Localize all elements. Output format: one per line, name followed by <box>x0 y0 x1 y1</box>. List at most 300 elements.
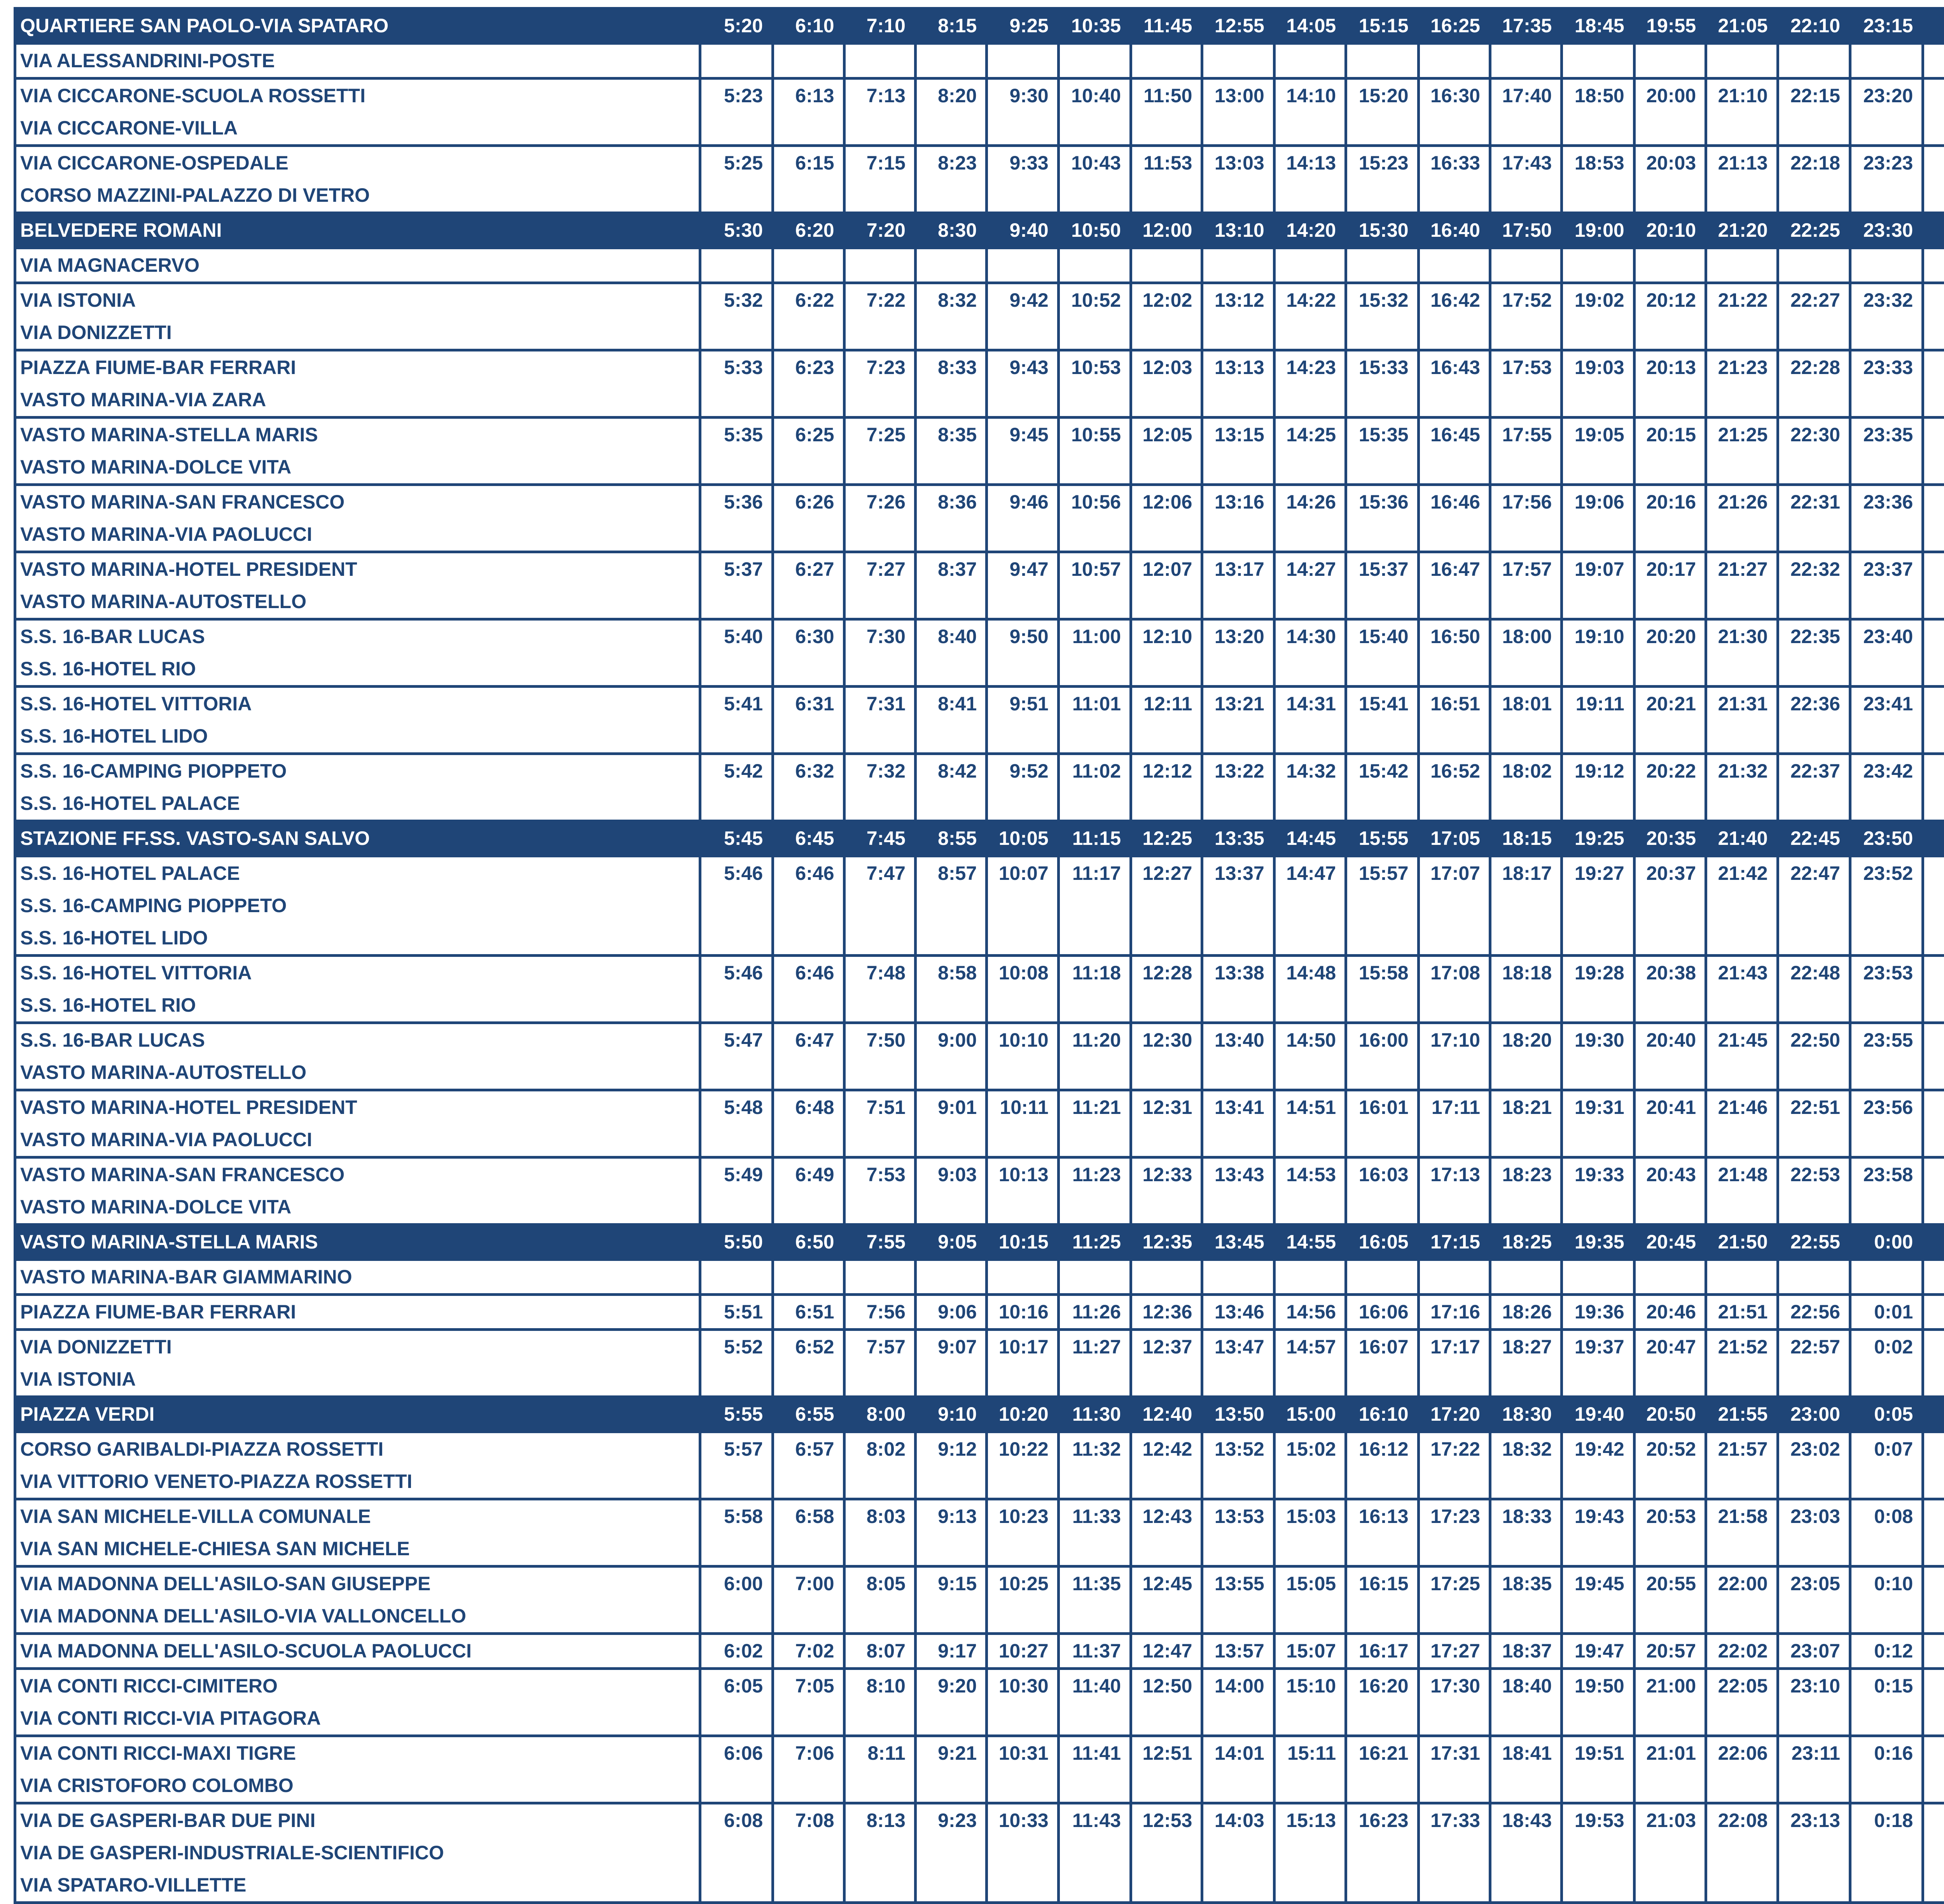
departure-time: 22:53 <box>1778 1157 1850 1225</box>
departure-time: 16:33 <box>1418 146 1490 213</box>
departure-time: 15:02 <box>1274 1432 1346 1499</box>
departure-time: 6:47 <box>773 1023 844 1090</box>
departure-time: 9:52 <box>987 754 1058 821</box>
departure-time: 18:17 <box>1490 856 1561 956</box>
stop-row <box>15 283 1944 350</box>
stop-row <box>15 1157 1944 1225</box>
departure-time: 11:32 <box>1058 1432 1131 1499</box>
departure-time <box>1923 1023 1944 1090</box>
departure-time: 6:15 <box>773 146 844 213</box>
departure-time: 21:58 <box>1706 1499 1778 1567</box>
stop-row <box>15 687 1944 754</box>
departure-time: 13:46 <box>1202 1295 1274 1330</box>
departure-time: 11:21 <box>1058 1090 1131 1157</box>
stop-names-cell <box>15 821 700 856</box>
departure-time: 13:37 <box>1202 856 1274 956</box>
departure-time: 21:25 <box>1706 418 1778 485</box>
stop-row <box>15 956 1944 1023</box>
departure-time: 16:17 <box>1346 1634 1418 1669</box>
departure-time: 16:42 <box>1418 283 1490 350</box>
departure-time: 11:33 <box>1058 1499 1131 1567</box>
departure-time: 23:41 <box>1850 687 1923 754</box>
departure-time: 21:03 <box>1634 1803 1706 1903</box>
departure-time: 21:50 <box>1706 1225 1778 1260</box>
departure-time: 9:30 <box>987 79 1058 146</box>
departure-time: 20:35 <box>1634 821 1706 856</box>
departure-time: 19:02 <box>1562 283 1634 350</box>
departure-time: 5:32 <box>700 283 773 350</box>
departure-time: 5:35 <box>700 418 773 485</box>
departure-time: 16:47 <box>1418 552 1490 619</box>
stop-row <box>15 1260 1944 1295</box>
departure-time: 6:20 <box>773 213 844 248</box>
departure-time <box>1923 1157 1944 1225</box>
departure-time: 7:13 <box>844 79 915 146</box>
departure-time <box>1923 146 1944 213</box>
departure-time <box>1923 79 1944 146</box>
departure-time: 11:45 <box>1131 9 1202 44</box>
departure-time: 8:05 <box>844 1567 915 1634</box>
stop-row <box>15 146 1944 213</box>
departure-time: 13:43 <box>1202 1157 1274 1225</box>
departure-time: 22:10 <box>1778 9 1850 44</box>
departure-time: 17:05 <box>1418 821 1490 856</box>
departure-time <box>1562 248 1634 283</box>
departure-time <box>1634 248 1706 283</box>
departure-time: 9:05 <box>915 1225 986 1260</box>
departure-time: 18:43 <box>1490 1803 1561 1903</box>
departure-time <box>1274 1260 1346 1295</box>
departure-time: 13:41 <box>1202 1090 1274 1157</box>
stop-name: VIA VITTORIO VENETO-PIAZZA ROSSETTI <box>20 1465 694 1498</box>
stop-row <box>15 1634 1944 1669</box>
departure-time: 21:32 <box>1706 754 1778 821</box>
departure-time: 14:13 <box>1274 146 1346 213</box>
departure-time: 14:32 <box>1274 754 1346 821</box>
departure-time: 12:53 <box>1131 1803 1202 1903</box>
departure-time: 10:17 <box>987 1330 1058 1397</box>
departure-time: 21:46 <box>1706 1090 1778 1157</box>
departure-time: 9:01 <box>915 1090 986 1157</box>
departure-time: 17:52 <box>1490 283 1561 350</box>
departure-time: 15:07 <box>1274 1634 1346 1669</box>
departure-time: 9:17 <box>915 1634 986 1669</box>
stop-names-cell <box>15 1669 700 1736</box>
departure-time: 10:40 <box>1058 79 1131 146</box>
departure-time: 20:46 <box>1634 1295 1706 1330</box>
departure-time: 0:15 <box>1850 1669 1923 1736</box>
departure-time: 6:00 <box>700 1567 773 1634</box>
departure-time: 23:20 <box>1850 79 1923 146</box>
departure-time <box>773 44 844 79</box>
departure-time <box>1923 1736 1944 1803</box>
departure-time <box>1202 1260 1274 1295</box>
departure-time: 10:16 <box>987 1295 1058 1330</box>
stop-names-cell <box>15 1499 700 1567</box>
departure-time: 7:32 <box>844 754 915 821</box>
departure-time: 6:45 <box>773 821 844 856</box>
stop-names-cell <box>15 619 700 687</box>
departure-time: 0:07 <box>1850 1432 1923 1499</box>
stop-name: VASTO MARINA-AUTOSTELLO <box>20 586 694 618</box>
departure-time: 18:33 <box>1490 1499 1561 1567</box>
departure-time: 15:33 <box>1346 350 1418 418</box>
stop-row <box>15 1736 1944 1803</box>
departure-time: 5:36 <box>700 485 773 552</box>
departure-time: 22:57 <box>1778 1330 1850 1397</box>
stop-name: VASTO MARINA-VIA ZARA <box>20 384 694 416</box>
departure-time: 11:15 <box>1058 821 1131 856</box>
stop-row <box>15 1432 1944 1499</box>
departure-time: 19:05 <box>1562 418 1634 485</box>
departure-time: 11:37 <box>1058 1634 1131 1669</box>
departure-time: 15:05 <box>1274 1567 1346 1634</box>
stop-name: VIA CONTI RICCI-MAXI TIGRE <box>20 1737 694 1769</box>
departure-time: 23:33 <box>1850 350 1923 418</box>
departure-time: 10:31 <box>987 1736 1058 1803</box>
departure-time: 21:23 <box>1706 350 1778 418</box>
departure-time: 19:36 <box>1562 1295 1634 1330</box>
departure-time: 16:23 <box>1346 1803 1418 1903</box>
departure-time: 17:07 <box>1418 856 1490 956</box>
departure-time: 6:46 <box>773 956 844 1023</box>
departure-time: 8:13 <box>844 1803 915 1903</box>
departure-time: 13:13 <box>1202 350 1274 418</box>
departure-time: 23:13 <box>1778 1803 1850 1903</box>
departure-time: 9:15 <box>915 1567 986 1634</box>
departure-time <box>1346 44 1418 79</box>
departure-time <box>1923 821 1944 856</box>
departure-time: 13:21 <box>1202 687 1274 754</box>
stop-name: VIA SAN MICHELE-CHIESA SAN MICHELE <box>20 1533 694 1565</box>
main-stop-row <box>15 821 1944 856</box>
departure-time: 13:57 <box>1202 1634 1274 1669</box>
departure-time: 22:25 <box>1778 213 1850 248</box>
departure-time: 10:43 <box>1058 146 1131 213</box>
departure-time: 10:57 <box>1058 552 1131 619</box>
departure-time: 5:46 <box>700 956 773 1023</box>
departure-time <box>1850 1260 1923 1295</box>
stop-name: VIA CRISTOFORO COLOMBO <box>20 1769 694 1802</box>
departure-time <box>1562 44 1634 79</box>
departure-time: 21:42 <box>1706 856 1778 956</box>
departure-time: 12:40 <box>1131 1397 1202 1432</box>
departure-time: 8:40 <box>915 619 986 687</box>
departure-time: 14:30 <box>1274 619 1346 687</box>
departure-time: 14:50 <box>1274 1023 1346 1090</box>
departure-time: 15:15 <box>1346 9 1418 44</box>
departure-time <box>844 44 915 79</box>
departure-time: 6:25 <box>773 418 844 485</box>
departure-time: 19:47 <box>1562 1634 1634 1669</box>
departure-time: 6:32 <box>773 754 844 821</box>
departure-time: 8:55 <box>915 821 986 856</box>
departure-time <box>1418 1260 1490 1295</box>
departure-time: 23:50 <box>1850 821 1923 856</box>
departure-time: 11:02 <box>1058 754 1131 821</box>
departure-time: 14:01 <box>1202 1736 1274 1803</box>
stop-name: S.S. 16-HOTEL PALACE <box>20 787 694 820</box>
departure-time: 23:15 <box>1850 9 1923 44</box>
stop-name: S.S. 16-HOTEL LIDO <box>20 720 694 752</box>
departure-time: 0:12 <box>1850 1634 1923 1669</box>
stop-names-cell <box>15 1803 700 1903</box>
departure-time: 20:37 <box>1634 856 1706 956</box>
departure-time: 19:27 <box>1562 856 1634 956</box>
departure-time: 13:38 <box>1202 956 1274 1023</box>
departure-time: 13:35 <box>1202 821 1274 856</box>
departure-time: 23:40 <box>1850 619 1923 687</box>
departure-time: 17:43 <box>1490 146 1561 213</box>
stop-row <box>15 418 1944 485</box>
departure-time: 18:37 <box>1490 1634 1561 1669</box>
departure-time: 20:16 <box>1634 485 1706 552</box>
departure-time: 17:23 <box>1418 1499 1490 1567</box>
departure-time: 22:56 <box>1778 1295 1850 1330</box>
departure-time: 16:21 <box>1346 1736 1418 1803</box>
departure-time: 9:33 <box>987 146 1058 213</box>
stop-name: VIA SPATARO-VILLETTE <box>20 1869 694 1901</box>
stop-names-cell <box>15 1157 700 1225</box>
departure-time: 10:27 <box>987 1634 1058 1669</box>
departure-time <box>1923 1634 1944 1669</box>
departure-time: 19:10 <box>1562 619 1634 687</box>
stop-name: S.S. 16-HOTEL PALACE <box>20 857 694 890</box>
departure-time: 9:40 <box>987 213 1058 248</box>
departure-time: 5:52 <box>700 1330 773 1397</box>
departure-time: 6:30 <box>773 619 844 687</box>
departure-time <box>1923 856 1944 956</box>
stop-names-cell <box>15 754 700 821</box>
departure-time: 15:11 <box>1274 1736 1346 1803</box>
departure-time: 7:57 <box>844 1330 915 1397</box>
departure-time: 5:33 <box>700 350 773 418</box>
departure-time: 10:55 <box>1058 418 1131 485</box>
departure-time <box>1923 1330 1944 1397</box>
departure-time: 15:40 <box>1346 619 1418 687</box>
departure-time: 13:00 <box>1202 79 1274 146</box>
departure-time: 8:00 <box>844 1397 915 1432</box>
departure-time: 20:15 <box>1634 418 1706 485</box>
stop-names-cell <box>15 1736 700 1803</box>
departure-time: 9:12 <box>915 1432 986 1499</box>
departure-time: 12:35 <box>1131 1225 1202 1260</box>
stop-name: VIA CICCARONE-SCUOLA ROSSETTI <box>20 80 694 112</box>
stop-row <box>15 754 1944 821</box>
departure-time: 18:32 <box>1490 1432 1561 1499</box>
departure-time <box>1490 1260 1561 1295</box>
departure-time: 22:02 <box>1706 1634 1778 1669</box>
departure-time: 22:18 <box>1778 146 1850 213</box>
departure-time: 15:42 <box>1346 754 1418 821</box>
departure-time: 22:47 <box>1778 856 1850 956</box>
departure-time: 14:27 <box>1274 552 1346 619</box>
stop-row <box>15 856 1944 956</box>
departure-time: 5:57 <box>700 1432 773 1499</box>
departure-time: 7:15 <box>844 146 915 213</box>
departure-time: 20:10 <box>1634 213 1706 248</box>
stop-name: CORSO MAZZINI-PALAZZO DI VETRO <box>20 179 694 212</box>
departure-time: 19:33 <box>1562 1157 1634 1225</box>
departure-time: 6:52 <box>773 1330 844 1397</box>
departure-time: 6:46 <box>773 856 844 956</box>
departure-time: 19:11 <box>1562 687 1634 754</box>
departure-time: 17:50 <box>1490 213 1561 248</box>
departure-time: 23:05 <box>1778 1567 1850 1634</box>
departure-time: 9:46 <box>987 485 1058 552</box>
stop-name: QUARTIERE SAN PAOLO-VIA SPATARO <box>20 10 694 42</box>
departure-time: 9:23 <box>915 1803 986 1903</box>
departure-time: 23:32 <box>1850 283 1923 350</box>
departure-time: 12:25 <box>1131 821 1202 856</box>
departure-time: 11:17 <box>1058 856 1131 956</box>
departure-time: 13:17 <box>1202 552 1274 619</box>
departure-time: 12:33 <box>1131 1157 1202 1225</box>
departure-time: 10:08 <box>987 956 1058 1023</box>
departure-time <box>1923 1090 1944 1157</box>
departure-time: 21:27 <box>1706 552 1778 619</box>
departure-time: 5:47 <box>700 1023 773 1090</box>
departure-time <box>1923 44 1944 79</box>
departure-time: 22:28 <box>1778 350 1850 418</box>
departure-time: 17:27 <box>1418 1634 1490 1669</box>
departure-time: 19:03 <box>1562 350 1634 418</box>
departure-time <box>1346 1260 1418 1295</box>
departure-time: 15:00 <box>1274 1397 1346 1432</box>
departure-time: 11:23 <box>1058 1157 1131 1225</box>
stop-name: VIA MAGNACERVO <box>20 249 694 281</box>
departure-time: 21:51 <box>1706 1295 1778 1330</box>
departure-time: 14:45 <box>1274 821 1346 856</box>
departure-time <box>1706 248 1778 283</box>
departure-time: 10:13 <box>987 1157 1058 1225</box>
departure-time: 15:03 <box>1274 1499 1346 1567</box>
departure-time: 20:12 <box>1634 283 1706 350</box>
departure-time <box>773 1260 844 1295</box>
departure-time: 20:53 <box>1634 1499 1706 1567</box>
stop-row <box>15 248 1944 283</box>
stop-names-cell <box>15 956 700 1023</box>
departure-time: 7:20 <box>844 213 915 248</box>
departure-time: 7:26 <box>844 485 915 552</box>
departure-time: 9:25 <box>987 9 1058 44</box>
departure-time: 8:58 <box>915 956 986 1023</box>
departure-time: 8:30 <box>915 213 986 248</box>
departure-time: 19:50 <box>1562 1669 1634 1736</box>
stop-names-cell <box>15 9 700 44</box>
departure-time: 21:55 <box>1706 1397 1778 1432</box>
departure-time: 5:58 <box>700 1499 773 1567</box>
departure-time: 16:05 <box>1346 1225 1418 1260</box>
departure-time: 14:22 <box>1274 283 1346 350</box>
departure-time: 21:45 <box>1706 1023 1778 1090</box>
departure-time: 6:22 <box>773 283 844 350</box>
departure-time: 10:23 <box>987 1499 1058 1567</box>
stop-names-cell <box>15 1090 700 1157</box>
departure-time <box>1706 1260 1778 1295</box>
departure-time: 7:55 <box>844 1225 915 1260</box>
departure-time: 18:25 <box>1490 1225 1561 1260</box>
departure-time: 6:26 <box>773 485 844 552</box>
stop-name: VIA MADONNA DELL'ASILO-SCUOLA PAOLUCCI <box>20 1635 694 1667</box>
stop-names-cell <box>15 1432 700 1499</box>
stop-name: VASTO MARINA-DOLCE VITA <box>20 1191 694 1223</box>
departure-time: 14:51 <box>1274 1090 1346 1157</box>
departure-time: 5:37 <box>700 552 773 619</box>
departure-time: 7:23 <box>844 350 915 418</box>
departure-time: 22:08 <box>1706 1803 1778 1903</box>
departure-time: 6:49 <box>773 1157 844 1225</box>
departure-time: 10:30 <box>987 1669 1058 1736</box>
departure-time: 18:45 <box>1562 9 1634 44</box>
departure-time: 22:45 <box>1778 821 1850 856</box>
stop-name: VASTO MARINA-VIA PAOLUCCI <box>20 518 694 551</box>
departure-time: 22:30 <box>1778 418 1850 485</box>
departure-time: 7:08 <box>773 1803 844 1903</box>
departure-time: 9:51 <box>987 687 1058 754</box>
departure-time: 23:42 <box>1850 754 1923 821</box>
departure-time <box>1058 1260 1131 1295</box>
departure-time: 6:50 <box>773 1225 844 1260</box>
departure-time: 8:02 <box>844 1432 915 1499</box>
departure-time: 7:47 <box>844 856 915 956</box>
departure-time: 21:43 <box>1706 956 1778 1023</box>
departure-time <box>1131 248 1202 283</box>
departure-time: 19:55 <box>1634 9 1706 44</box>
departure-time: 22:32 <box>1778 552 1850 619</box>
stop-name: VASTO MARINA-SAN FRANCESCO <box>20 1159 694 1191</box>
stop-row <box>15 1803 1944 1903</box>
stop-name: VIA DONIZZETTI <box>20 316 694 349</box>
departure-time: 22:06 <box>1706 1736 1778 1803</box>
departure-time <box>1923 9 1944 44</box>
departure-time: 7:45 <box>844 821 915 856</box>
departure-time: 7:06 <box>773 1736 844 1803</box>
departure-time <box>1923 619 1944 687</box>
stop-names-cell <box>15 1567 700 1634</box>
departure-time: 12:27 <box>1131 856 1202 956</box>
departure-time: 22:36 <box>1778 687 1850 754</box>
stop-row <box>15 44 1944 79</box>
departure-time: 10:25 <box>987 1567 1058 1634</box>
departure-time: 18:30 <box>1490 1397 1561 1432</box>
departure-time <box>1778 1260 1850 1295</box>
departure-time: 6:10 <box>773 9 844 44</box>
departure-time <box>700 248 773 283</box>
stop-name: VIA DE GASPERI-BAR DUE PINI <box>20 1804 694 1837</box>
departure-time: 16:00 <box>1346 1023 1418 1090</box>
departure-time: 20:17 <box>1634 552 1706 619</box>
departure-time: 14:10 <box>1274 79 1346 146</box>
departure-time: 8:07 <box>844 1634 915 1669</box>
departure-time: 13:12 <box>1202 283 1274 350</box>
departure-time: 14:31 <box>1274 687 1346 754</box>
departure-time <box>1058 248 1131 283</box>
departure-time: 17:56 <box>1490 485 1561 552</box>
stop-names-cell <box>15 1397 700 1432</box>
departure-time: 16:01 <box>1346 1090 1418 1157</box>
stop-names-cell <box>15 485 700 552</box>
departure-time: 23:02 <box>1778 1432 1850 1499</box>
stop-names-cell <box>15 146 700 213</box>
departure-time <box>1923 1669 1944 1736</box>
departure-time: 17:08 <box>1418 956 1490 1023</box>
stop-name: VIA SAN MICHELE-VILLA COMUNALE <box>20 1500 694 1533</box>
departure-time: 21:26 <box>1706 485 1778 552</box>
departure-time: 22:35 <box>1778 619 1850 687</box>
departure-time: 13:15 <box>1202 418 1274 485</box>
departure-time: 16:45 <box>1418 418 1490 485</box>
